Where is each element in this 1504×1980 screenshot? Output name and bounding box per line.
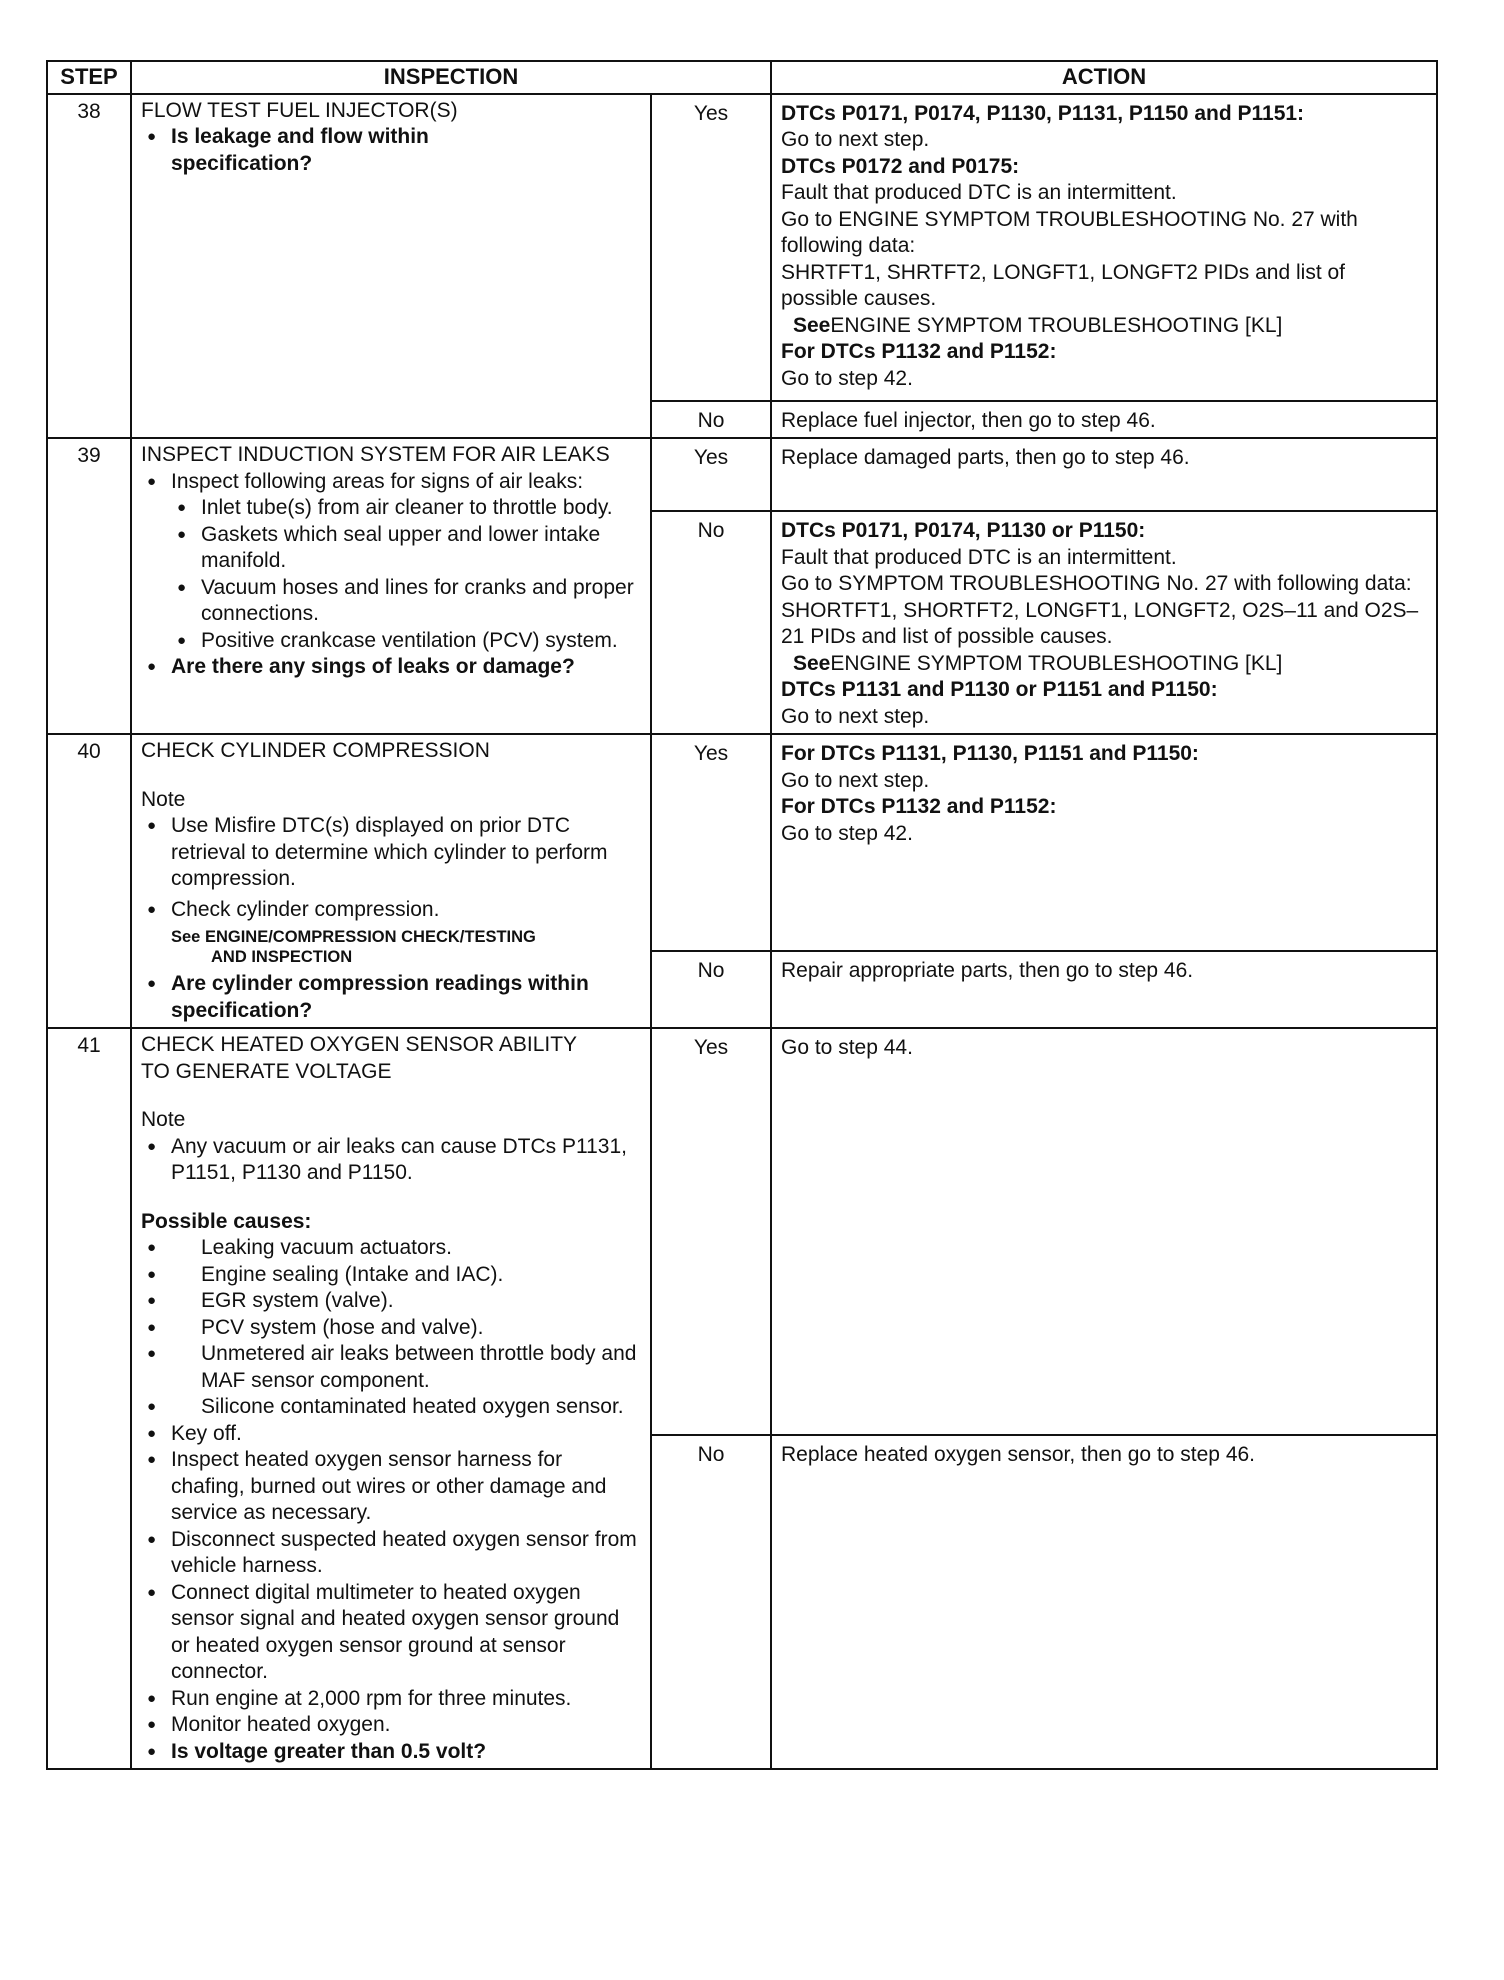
action-line: For DTCs P1132 and P1152: bbox=[781, 340, 1057, 363]
action-line: DTCs P0171, P0174, P1130 or P1150: bbox=[781, 519, 1146, 542]
list-item: ● Disconnect suspected heated oxygen sensor from vehicle harness. bbox=[141, 1527, 641, 1580]
troubleshooting-table bbox=[46, 60, 1438, 1770]
step-number: 41 bbox=[47, 1028, 131, 1769]
step-title: CHECK HEATED OXYGEN SENSOR ABILITY TO GENERATE VOLTAGE bbox=[141, 1033, 577, 1083]
list-item: ● Engine sealing (Intake and IAC). bbox=[141, 1262, 641, 1289]
action-line: Go to ENGINE SYMPTOM TROUBLESHOOTING No. 27 with following data: bbox=[781, 207, 1358, 257]
action-line: Fault that produced DTC is an intermittent. bbox=[781, 545, 1177, 569]
inspection-list bbox=[141, 654, 641, 681]
action-line: DTCs P1131 and P1130 or P1151 and P1150: bbox=[781, 678, 1218, 701]
inspection-list bbox=[141, 971, 641, 1024]
see-reference-line1: See ENGINE/COMPRESSION CHECK/TESTING bbox=[171, 928, 536, 946]
list-item: ● Monitor heated oxygen. bbox=[141, 1712, 641, 1739]
action-line: DTCs P0171, P0174, P1130, P1131, P1150 and P1151: bbox=[781, 101, 1305, 125]
see-reference bbox=[141, 927, 641, 967]
no-label: No bbox=[651, 401, 771, 439]
inspection-cell bbox=[131, 438, 651, 734]
step-title: CHECK CYLINDER COMPRESSION bbox=[141, 739, 490, 762]
action-line: DTCs P0172 and P0175: bbox=[781, 154, 1020, 178]
step-number: 39 bbox=[47, 438, 131, 734]
yes-action: Replace damaged parts, then go to step 46. bbox=[771, 438, 1437, 511]
yes-label: Yes bbox=[651, 1028, 771, 1435]
inspection-list bbox=[141, 813, 641, 923]
list-item: ● Connect digital multimeter to heated oxygen sensor signal and heated oxygen sensor ground or heated oxygen sensor ground at sensor connector. bbox=[141, 1580, 641, 1686]
causes-list bbox=[141, 1235, 641, 1421]
list-item: ● Leaking vacuum actuators. bbox=[141, 1235, 641, 1262]
action-line: For DTCs P1131, P1130, P1151 and P1150: bbox=[781, 742, 1199, 765]
inspection-cell bbox=[131, 1028, 651, 1769]
action-line bbox=[781, 313, 1427, 340]
list-item: ● Use Misfire DTC(s) displayed on prior DTC retrieval to determine which cylinder to perform compression. bbox=[141, 813, 641, 893]
action-line: Go to next step. bbox=[781, 704, 930, 728]
no-action: Replace fuel injector, then go to step 46. bbox=[771, 401, 1437, 439]
no-action-lines bbox=[781, 518, 1427, 730]
yes-action-lines bbox=[781, 101, 1427, 393]
yes-label: Yes bbox=[651, 438, 771, 511]
action-line: SHRTFT1, SHRTFT2, LONGFT1, LONGFT2 PIDs and list of possible causes. bbox=[781, 260, 1346, 310]
table-row bbox=[47, 94, 1437, 401]
yes-action: Go to step 44. bbox=[771, 1028, 1437, 1435]
action-line: Fault that produced DTC is an intermittent. bbox=[781, 181, 1177, 204]
list-item: ● Any vacuum or air leaks can cause DTCs P1131, P1151, P1130 and P1150. bbox=[141, 1134, 641, 1187]
note-label: Note bbox=[141, 1108, 186, 1131]
troubleshooting-sheet bbox=[46, 60, 1436, 1770]
yes-action bbox=[771, 734, 1437, 951]
no-action bbox=[771, 511, 1437, 734]
step-question: ● Are cylinder compression readings within specification? bbox=[141, 971, 641, 1024]
step-number: 38 bbox=[47, 94, 131, 439]
action-line: Go to step 42. bbox=[781, 821, 913, 845]
list-item: ● Positive crankcase ventilation (PCV) system. bbox=[171, 628, 641, 655]
inspection-list bbox=[141, 469, 641, 496]
see-target: ENGINE SYMPTOM TROUBLESHOOTING [KL] bbox=[830, 313, 1283, 337]
no-label: No bbox=[651, 511, 771, 734]
note-label: Note bbox=[141, 787, 186, 811]
inspection-cell bbox=[131, 94, 651, 439]
list-item: ● Inspect following areas for signs of air leaks: bbox=[141, 469, 641, 496]
inspection-list bbox=[141, 1134, 641, 1187]
action-line: Go to next step. bbox=[781, 128, 930, 151]
no-label: No bbox=[651, 951, 771, 1028]
list-item: ● Inspect heated oxygen sensor harness for chafing, burned out wires or other damage and service as necessary. bbox=[141, 1447, 641, 1527]
header-row bbox=[47, 61, 1437, 94]
inspection-list bbox=[141, 124, 641, 177]
action-line: SHORTFT1, SHORTFT2, LONGFT1, LONGFT2, O2S–11 and O2S–21 PIDs and list of possible causes. bbox=[781, 598, 1419, 648]
no-action: Repair appropriate parts, then go to step 46. bbox=[771, 951, 1437, 1028]
see-reference-line2: AND INSPECTION bbox=[211, 948, 353, 966]
list-item: ● Run engine at 2,000 rpm for three minutes. bbox=[141, 1686, 641, 1713]
yes-label: Yes bbox=[651, 734, 771, 951]
action-line bbox=[781, 651, 1427, 678]
header-inspection: INSPECTION bbox=[131, 61, 771, 94]
see-prefix: See bbox=[793, 651, 831, 675]
list-item: ● Key off. bbox=[141, 1421, 641, 1448]
inspection-cell bbox=[131, 734, 651, 1028]
no-label: No bbox=[651, 1435, 771, 1769]
yes-action bbox=[771, 94, 1437, 401]
table-row bbox=[47, 1028, 1437, 1435]
step-question: ● Is voltage greater than 0.5 volt? bbox=[141, 1739, 641, 1766]
step-title: INSPECT INDUCTION SYSTEM FOR AIR LEAKS bbox=[141, 443, 610, 466]
see-prefix: See bbox=[793, 313, 831, 337]
list-item: ● Gaskets which seal upper and lower intake manifold. bbox=[171, 522, 641, 575]
table-row bbox=[47, 438, 1437, 511]
list-item: ● Silicone contaminated heated oxygen sensor. bbox=[141, 1394, 641, 1421]
step-title: FLOW TEST FUEL INJECTOR(S) bbox=[141, 98, 458, 122]
list-item: ● EGR system (valve). bbox=[141, 1288, 641, 1315]
step-question: ● Is leakage and flow within specification? bbox=[141, 124, 641, 177]
inspection-list bbox=[141, 1421, 641, 1766]
action-line: Go to SYMPTOM TROUBLESHOOTING No. 27 with following data: bbox=[781, 572, 1412, 595]
no-action: Replace heated oxygen sensor, then go to step 46. bbox=[771, 1435, 1437, 1769]
header-step: STEP bbox=[47, 61, 131, 94]
yes-label: Yes bbox=[651, 94, 771, 401]
see-target: ENGINE SYMPTOM TROUBLESHOOTING [KL] bbox=[830, 651, 1283, 675]
step-question: ● Are there any sings of leaks or damage? bbox=[141, 654, 641, 681]
causes-title: Possible causes: bbox=[141, 1209, 312, 1233]
yes-action-lines bbox=[781, 741, 1427, 847]
action-line: For DTCs P1132 and P1152: bbox=[781, 795, 1057, 818]
action-line: Go to next step. bbox=[781, 768, 930, 792]
action-line: Go to step 42. bbox=[781, 366, 913, 390]
list-item: ● Check cylinder compression. bbox=[141, 897, 641, 924]
table-row bbox=[47, 734, 1437, 951]
step-number: 40 bbox=[47, 734, 131, 1028]
list-item: ● PCV system (hose and valve). bbox=[141, 1315, 641, 1342]
header-action: ACTION bbox=[771, 61, 1437, 94]
list-item: ● Unmetered air leaks between throttle body and MAF sensor component. bbox=[141, 1341, 641, 1394]
sub-list bbox=[171, 495, 641, 654]
list-item: ● Inlet tube(s) from air cleaner to throttle body. bbox=[171, 495, 641, 522]
list-item: ● Vacuum hoses and lines for cranks and proper connections. bbox=[171, 575, 641, 628]
